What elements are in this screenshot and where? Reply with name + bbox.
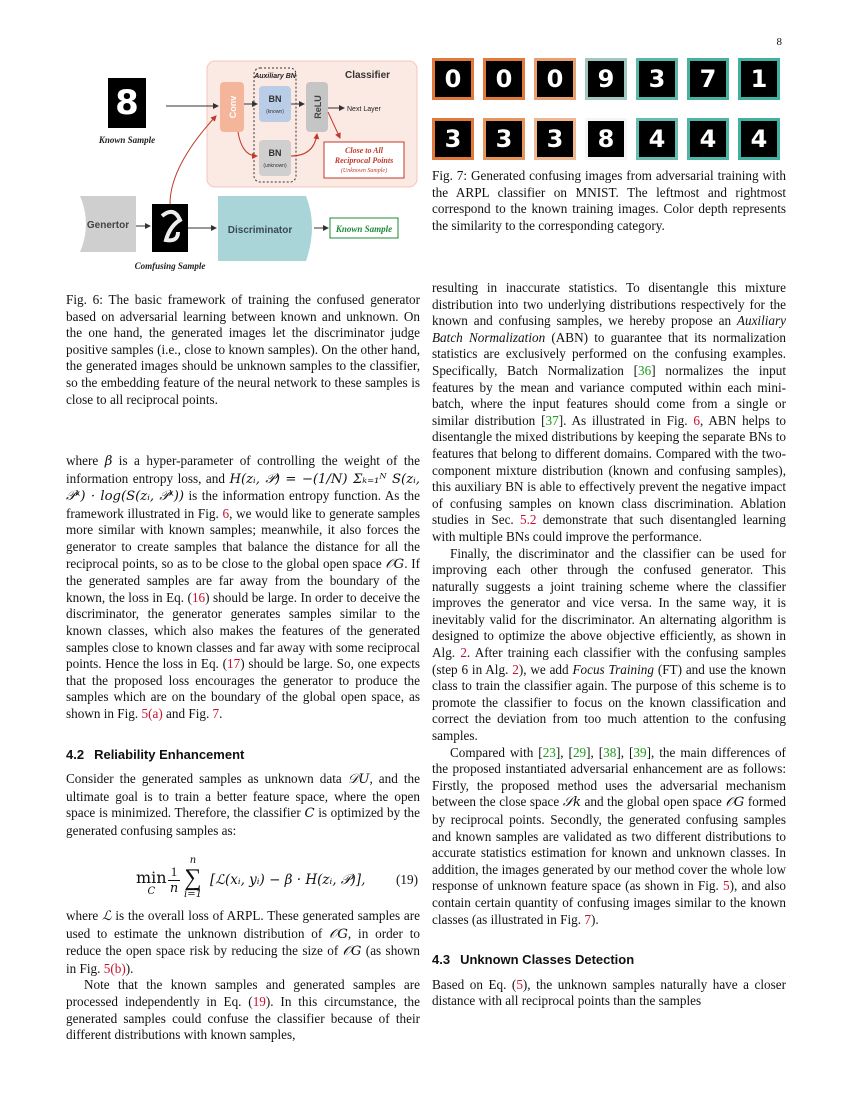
figure-ref-5b[interactable]: 5(b)	[103, 960, 126, 976]
text: where	[66, 908, 103, 923]
generated-digit-glyph: 0	[495, 65, 513, 93]
classifier-title: Classifier	[345, 70, 391, 81]
generated-digit-image	[432, 58, 474, 100]
text: is the overall loss of ARPL. These generated samples are used to estimate the unknown distribution of	[66, 908, 421, 941]
math-sk: 𝒮k	[562, 795, 581, 811]
generated-digit-glyph: 7	[699, 65, 717, 93]
known-sample-label: Known Sample	[98, 135, 156, 145]
figure-ref-6[interactable]: 6	[222, 505, 230, 521]
text: ).	[125, 960, 134, 976]
text: Finally, the discriminator and the classifier can be used for improving each other through the confused generator. This naturally suggests a joint training scheme where the classifier improves the generator and vice versa. In the same way, it is inevitably valid for the discriminator. An alternating algorithm is designed to optimize the above objective efficiently, as shown in Alg.	[432, 545, 786, 661]
generated-digit-image	[738, 118, 780, 160]
text: Compared with [	[450, 744, 543, 760]
generated-digit-image	[687, 118, 729, 160]
math-beta: β	[104, 454, 113, 469]
section-number: 4.3	[432, 952, 451, 968]
left-paragraph-3	[66, 908, 420, 977]
left-paragraph-4	[66, 977, 420, 1043]
text: is the information entropy function. As the framework illustrated in Fig.	[66, 488, 420, 521]
citation-37[interactable]: 37	[545, 412, 559, 428]
confusing-sample-label: Comfusing Sample	[134, 261, 206, 271]
right-column	[432, 280, 786, 1010]
discriminator-label: Discriminator	[227, 225, 293, 236]
text: and the global open space	[580, 794, 726, 810]
figure-ref-5a[interactable]: 5(a)	[141, 705, 163, 721]
generated-digit-image	[432, 118, 474, 160]
text: (FT) and use the known class to train the classifier again. The purpose of this scheme is to promote the classifier to focus on the known classification and correct the deviation from too much attention to the confusing samples.	[432, 661, 786, 744]
text: Based on Eq. (	[432, 976, 517, 992]
math-og: 𝒪G	[329, 926, 348, 942]
text: ).	[590, 911, 599, 927]
text: formed by reciprocal points. Secondly, the generated confusing samples and known samples are validated as two different distributions to accurate statistics estimation for known and unknown classes. In addition, the images generated by our method cover the whole low response of unknown feature space (as shown in Fig.	[432, 794, 786, 894]
generated-digit-image	[738, 58, 780, 100]
aux-bn-label: Auxiliary BN	[254, 73, 296, 80]
bn-unknown-sub: (unknown)	[263, 163, 287, 169]
generated-digit-image	[636, 58, 678, 100]
text: where	[66, 453, 105, 468]
bn-unknown-block	[259, 140, 291, 176]
close-to-line3: (Unknown Sample)	[340, 168, 388, 174]
math-c: C	[304, 806, 315, 822]
section-number: 4.2	[66, 746, 85, 762]
eq-ref-17[interactable]: 17	[227, 656, 241, 672]
text: (ABN) to guarantee that its normalization statistics are exclusively performed on the confusing examples. Specifically, Batch Normalization [	[432, 329, 786, 378]
generated-digit-glyph: 1	[750, 65, 768, 93]
text: ]. As illustrated in Fig.	[558, 412, 694, 428]
relu-label: ReLU	[313, 95, 323, 119]
generated-digit-glyph: 3	[495, 125, 513, 153]
section-4-2-heading	[66, 747, 420, 764]
right-paragraph-4	[432, 977, 786, 1010]
citation-39[interactable]: 39	[633, 744, 647, 760]
citation-23[interactable]: 23	[542, 744, 556, 760]
text: ), the unknown samples naturally have a closer distance with all reciprocal points than the samples	[432, 976, 786, 1009]
citation-38[interactable]: 38	[603, 744, 617, 760]
text: (as shown in Fig.	[66, 943, 420, 976]
right-paragraph-2	[432, 546, 786, 745]
left-column	[66, 453, 420, 839]
text: ), we add	[518, 661, 573, 677]
generated-digit-image	[534, 118, 576, 160]
citation-36[interactable]: 36	[638, 362, 652, 378]
eq-sum	[184, 856, 202, 900]
text: is a hyper-parameter of controlling the weight of the information entropy loss, and	[66, 453, 420, 486]
text: Consider the generated samples as unknown data	[66, 771, 348, 787]
eq-sum-sigma: ∑	[184, 865, 202, 891]
math-entropy: H(zᵢ, 𝒫) = −(1/N) Σₖ₌₁ᴺ S(zᵢ, 𝒫ᵏ) · log(S(zᵢ, 𝒫ᵏ))	[66, 471, 420, 505]
alg-ref-2[interactable]: 2	[512, 661, 519, 677]
disc-output-label: Known Sample	[335, 224, 393, 234]
figure-ref-5[interactable]: 5	[723, 878, 730, 894]
eq-fraction	[168, 864, 180, 896]
generated-digit-glyph: 4	[699, 125, 717, 153]
math-du: 𝒟U	[347, 772, 370, 788]
generated-digit-image	[585, 118, 627, 160]
bn-known-label: BN	[268, 94, 282, 104]
text: . If the generated samples are far away from the boundary of the known, the loss in Eq. (	[66, 555, 420, 605]
close-to-line2: Reciprocal Points	[334, 156, 394, 165]
figure-7-caption: Fig. 7: Generated confusing images from adversarial training with the ARPL classifier on MNIST. The leftmost and rightmost correspond to the known training images. Color depth represents the similarity to the corresponding category.	[432, 168, 786, 233]
math-l: ℒ	[102, 909, 112, 924]
generated-digit-glyph: 4	[648, 125, 666, 153]
generated-digit-glyph: 0	[546, 65, 564, 93]
eq-ref-16[interactable]: 16	[191, 589, 206, 605]
figure-6-caption: Fig. 6: The basic framework of training the confused generator based on adversarial learning between known and unknown. On the one hand, the generated images let the discriminator judge positive samples (i.e., close to known samples). On the other hand, the generated images should be unknown samples to the classifier, so the embedding feature of the neural network to these samples is close to all reciprocal points.	[66, 292, 420, 407]
known-sample-digit: 8	[115, 83, 139, 123]
alg-ref-2[interactable]: 2	[460, 645, 467, 661]
section-title: Reliability Enhancement	[94, 746, 245, 762]
section-ref-5-2[interactable]: 5.2	[519, 512, 537, 528]
text: ], the main differences of the proposed instantiated adversarial enhancement are as follows: Firstly, the proposed method uses the adversarial mechanism between the close space	[432, 744, 786, 810]
text: , ABN helps to disentangle the mixed distributions by keeping the separate BNs to features that belong to different domains. Compared with the two-component mixture distribution (known and confusing samples), this auxiliary BN is able to effectively prevent the negative impact of confusing samples on known class discrimination. Ablation studies in Sec.	[432, 412, 786, 528]
figure-6-svg	[70, 56, 420, 276]
math-og: 𝒪G	[342, 944, 362, 960]
figure-ref-6[interactable]: 6	[693, 412, 700, 428]
next-layer-label: Next Layer	[347, 106, 381, 113]
eq-number: (19)	[396, 872, 418, 887]
math-og: 𝒪G	[725, 795, 745, 811]
text: , and the ultimate goal is to train a better feature space, where the open space is minimized. Therefore, the classifier	[66, 771, 421, 821]
generated-digit-glyph: 3	[444, 125, 462, 153]
text: ) should be large. In order to deceive the discriminator, the generator generates samples similar to the known classes, which also makes the features of the generated samples close to known classes and far away with some reciprocal points. Hence the loss in Eq. (	[66, 589, 420, 672]
generated-digit-image	[636, 118, 678, 160]
text: ], [	[616, 744, 634, 760]
text: , in order to reduce the open space risk by reducing the size of	[66, 925, 421, 959]
text: , we would like to generate samples more similar with known samples; meanwhile, it also forces the generator to create samples that balance the distance for all the reciprocal points, so as to be close to the global open space	[66, 505, 421, 571]
eq-ref-19[interactable]: 19	[252, 993, 266, 1009]
conv-label: Conv	[228, 95, 238, 119]
generated-digit-glyph: 3	[648, 65, 666, 93]
text: ], [	[586, 744, 604, 760]
generated-digit-image	[585, 58, 627, 100]
bn-unknown-label: BN	[268, 148, 282, 158]
eq-min-op: min	[136, 868, 167, 887]
right-paragraph-3	[432, 745, 786, 929]
text: ], [	[555, 744, 573, 760]
figure-ref-7[interactable]: 7	[212, 705, 220, 721]
generated-digit-glyph: 0	[444, 65, 462, 93]
term-focus-training: Focus Training	[572, 661, 654, 677]
left-paragraph-2	[66, 771, 420, 839]
bn-known-block	[259, 86, 291, 122]
left-column-lower	[66, 908, 420, 1044]
term-abn: Auxiliary Batch Normalization	[432, 313, 786, 345]
generated-digit-glyph: 3	[546, 125, 564, 153]
figure-6-diagram	[70, 56, 420, 276]
left-paragraph-1	[66, 453, 420, 723]
page-number: 8	[776, 36, 782, 48]
eq-body: [ℒ(xᵢ, yᵢ) − β · H(zᵢ, 𝒫)],	[210, 872, 366, 888]
eq-frac-num: 1	[170, 864, 178, 879]
equation-19	[66, 855, 420, 910]
generated-digit-image	[687, 58, 729, 100]
generated-digit-image	[483, 118, 525, 160]
generated-digit-glyph: 9	[597, 65, 615, 93]
eq-frac-den: n	[169, 881, 179, 896]
text: .	[219, 705, 223, 721]
text: is optimized by the generated confusing samples as:	[66, 805, 420, 838]
generator-label: Genertor	[86, 220, 130, 231]
text: ) should be large. So, one expects that the proposed loss encourages the generator to produce the samples which are on the boundary of the global open space, as shown in Fig.	[66, 656, 420, 721]
text: ). In this circumstance, the generated samples could confuse the classifier because of their different distributions with known samples,	[66, 993, 420, 1043]
section-4-3-heading	[432, 952, 786, 969]
generated-digit-glyph: 4	[750, 125, 768, 153]
close-to-line1: Close to All	[345, 146, 383, 155]
generated-digit-glyph: 8	[597, 125, 615, 153]
text: Note that the known samples and generated samples are processed independently in Eq. (	[66, 977, 420, 1009]
generated-digit-image	[534, 58, 576, 100]
generated-digit-image	[483, 58, 525, 100]
text: demonstrate that such disentangled learning with multiple BNs could improve the performance.	[432, 512, 786, 544]
eq-min-sub: C	[147, 886, 156, 897]
figure-7-grid	[432, 58, 786, 158]
section-title: Unknown Classes Detection	[460, 952, 635, 968]
text: and Fig.	[162, 705, 213, 721]
math-og: 𝒪G	[385, 556, 405, 572]
eq-sum-bot: i=1	[184, 889, 202, 900]
citation-29[interactable]: 29	[572, 744, 587, 760]
text: resulting in inaccurate statistics. To disentangle this mixture distribution into two underlying distributions respectively for the known and confusing samples, we hereby propose an	[432, 280, 786, 329]
eq-ref-5[interactable]: 5	[516, 976, 523, 992]
eq-min	[136, 868, 167, 897]
bn-known-sub: (known)	[266, 109, 284, 115]
right-paragraph-1	[432, 280, 786, 546]
eq-sum-top: n	[189, 855, 197, 866]
text: . After training each classifier with the confusing samples (step 6 in Alg.	[432, 645, 786, 677]
text: ), and also contain certain quantity of confusing images similar to the known classes (as illustrated in Fig.	[432, 878, 786, 927]
text: ] normalizes the input features by the mean and variance computed within each mini-batch, where the input features should come from a single or similar distribution [	[432, 362, 786, 428]
figure-ref-7[interactable]: 7	[584, 911, 591, 927]
